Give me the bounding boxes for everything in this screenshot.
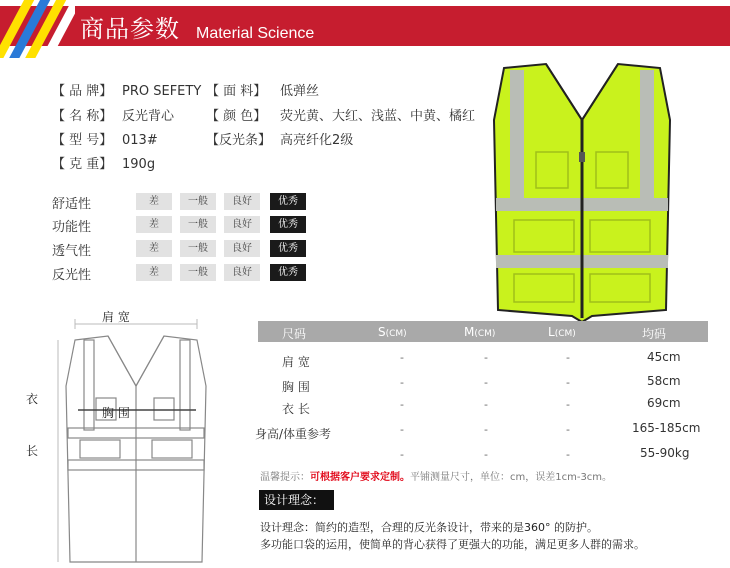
- cell-one: 55-90kg: [640, 446, 690, 460]
- spec-reflective: 【反光条】 高亮纤化2级: [206, 133, 354, 148]
- cell-m: -: [484, 448, 488, 461]
- rating-reflectivity-good: 良好: [224, 264, 260, 281]
- cell-one: 69cm: [647, 396, 681, 410]
- spec-color: 【 颜 色】 荧光黄、大红、浅蓝、中黄、橘红: [206, 109, 476, 124]
- cell-m: -: [484, 351, 488, 364]
- rating-reflectivity-fair: 一般: [180, 264, 216, 281]
- header-stripes: [0, 0, 75, 58]
- design-line-1: 设计理念：简约的造型，合理的反光条设计，带来的是360° 的防护。: [260, 521, 598, 534]
- th-one-size: 均码: [642, 327, 667, 341]
- rating-comfort-good: 良好: [224, 193, 260, 210]
- rating-reflectivity-excellent: 优秀: [270, 264, 306, 281]
- rating-function-fair: 一般: [180, 216, 216, 233]
- row-label-chest: 胸 围: [282, 380, 310, 394]
- spec-name: 【 名 称】 反光背心: [52, 109, 175, 124]
- spec-model: 【 型 号】 013#: [52, 133, 158, 148]
- rating-label-function: 功能性: [52, 220, 92, 235]
- cell-l: -: [566, 398, 570, 411]
- cell-l: -: [566, 423, 570, 436]
- cell-one: 58cm: [647, 374, 681, 388]
- cell-l: -: [566, 376, 570, 389]
- design-concept-tag: 设计理念：: [259, 490, 334, 510]
- cell-l: -: [566, 351, 570, 364]
- rating-label-breathability: 透气性: [52, 244, 92, 259]
- diagram-length-label-bottom: 长: [26, 444, 39, 458]
- cell-m: -: [484, 423, 488, 436]
- measurement-diagram: [20, 300, 252, 568]
- size-note: 温馨提示：可根据客户要求定制。平铺测量尺寸，单位：cm，误差1cm-3cm。: [260, 472, 613, 483]
- cell-s: -: [400, 448, 404, 461]
- rating-breathability-poor: 差: [136, 240, 172, 257]
- rating-comfort-poor: 差: [136, 193, 172, 210]
- rating-function-good: 良好: [224, 216, 260, 233]
- spec-fabric: 【 面 料】 低弹丝: [206, 84, 320, 99]
- cell-s: -: [400, 376, 404, 389]
- cell-m: -: [484, 398, 488, 411]
- rating-comfort-fair: 一般: [180, 193, 216, 210]
- cell-m: -: [484, 376, 488, 389]
- header-title-en: Material Science: [196, 25, 315, 42]
- vest-photo: [484, 60, 680, 322]
- rating-function-poor: 差: [136, 216, 172, 233]
- row-label-height-weight: 身高/体重参考: [255, 427, 332, 441]
- th-l: L(CM): [548, 325, 576, 339]
- spec-weight: 【 克 重】 190g: [52, 157, 156, 172]
- cell-s: -: [400, 351, 404, 364]
- row-label-length: 衣 长: [282, 402, 310, 416]
- rating-label-comfort: 舒适性: [52, 197, 92, 212]
- cell-s: -: [400, 398, 404, 411]
- rating-breathability-good: 良好: [224, 240, 260, 257]
- rating-label-reflectivity: 反光性: [52, 268, 92, 283]
- diagram-chest-label: 胸 围: [102, 406, 130, 420]
- diagram-length-label-top: 衣: [26, 392, 39, 406]
- design-line-2: 多功能口袋的运用，使简单的背心获得了更强大的功能，满足更多人群的需求。: [260, 538, 645, 551]
- rating-breathability-excellent: 优秀: [270, 240, 306, 257]
- cell-one: 165-185cm: [632, 421, 701, 435]
- rating-breathability-fair: 一般: [180, 240, 216, 257]
- rating-function-excellent: 优秀: [270, 216, 306, 233]
- th-m: M(CM): [464, 325, 496, 339]
- cell-one: 45cm: [647, 350, 681, 364]
- row-label-shoulder: 肩 宽: [282, 355, 310, 369]
- diagram-shoulder-label: 肩 宽: [102, 310, 130, 324]
- cell-l: -: [566, 448, 570, 461]
- spec-brand: 【 品 牌】 PRO SEFETY: [52, 84, 202, 99]
- th-size: 尺码: [282, 327, 307, 341]
- rating-reflectivity-poor: 差: [136, 264, 172, 281]
- th-s: S(CM): [378, 325, 407, 339]
- rating-comfort-excellent: 优秀: [270, 193, 306, 210]
- cell-s: -: [400, 423, 404, 436]
- header-title-cn: 商品参数: [80, 15, 180, 43]
